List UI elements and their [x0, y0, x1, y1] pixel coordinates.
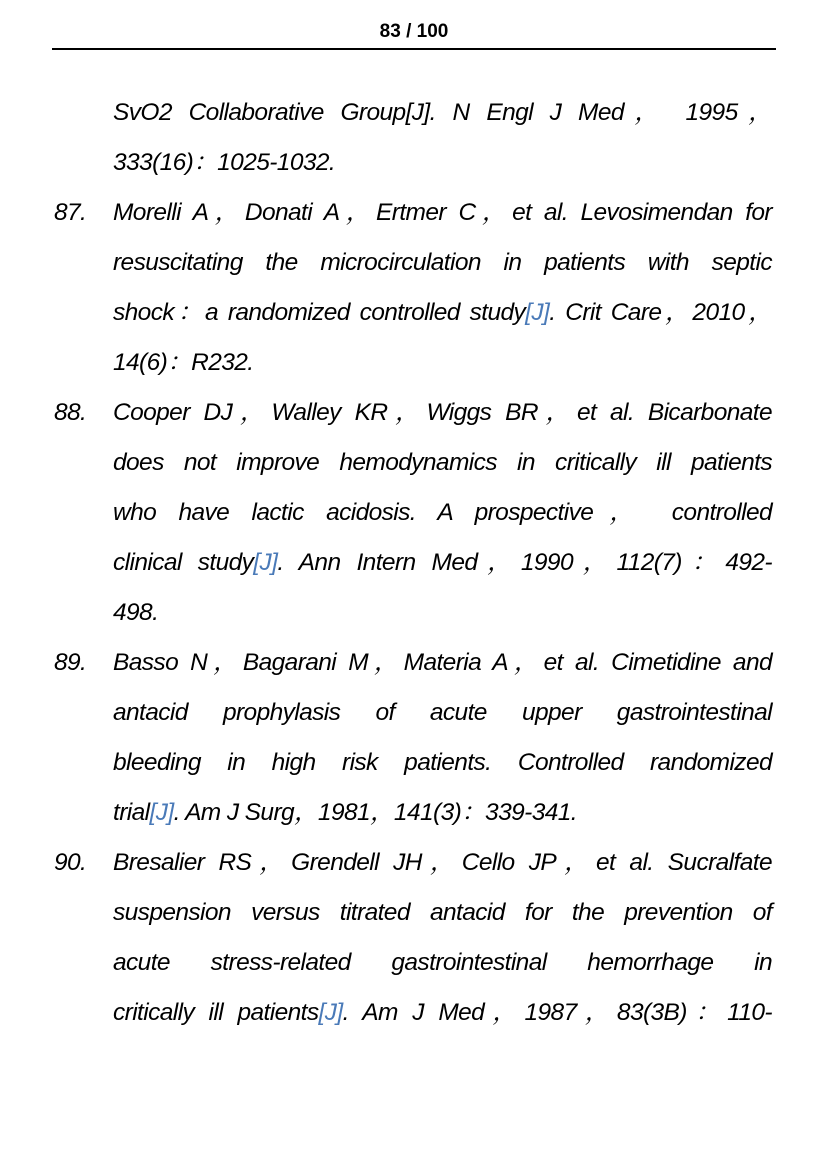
reference-text: 14(6)：R232. — [113, 349, 254, 376]
reference-text: Bresalier RS，Grendell JH，Cello JP，et al. Sucralfate — [113, 849, 772, 876]
reference-text: who have lactic acidosis. A prospective， controlled — [113, 499, 772, 526]
reference-line — [54, 788, 774, 838]
reference-text: SvO2 Collaborative Group[J]. N Engl J Med， 1995， — [113, 99, 772, 126]
reference-line — [54, 288, 774, 338]
reference-line — [54, 238, 774, 288]
reference-number: 88. — [54, 399, 87, 426]
reference-line — [54, 838, 774, 888]
reference-text: antacid prophylasis of acute upper gastrointestinal — [113, 699, 772, 726]
reference-line — [54, 438, 774, 488]
reference-line — [54, 688, 774, 738]
reference-line — [54, 138, 774, 188]
reference-text: bleeding in high risk patients. Controlled randomized — [113, 749, 772, 776]
reference-text: does not improve hemodynamics in critically ill patients — [113, 449, 772, 476]
reference-line — [54, 538, 774, 588]
reference-text — [113, 538, 772, 588]
reference-text — [113, 288, 772, 338]
reference-line — [54, 988, 774, 1038]
reference-line — [54, 588, 774, 638]
reference-number: 87. — [54, 199, 87, 226]
journal-type-link[interactable]: [J] — [253, 549, 278, 576]
reference-line — [54, 88, 774, 138]
reference-text — [113, 988, 772, 1038]
reference-text: Cooper DJ，Walley KR，Wiggs BR，et al. Bicarbonate — [113, 399, 772, 426]
journal-type-link[interactable]: [J] — [525, 299, 550, 326]
reference-text — [113, 788, 772, 838]
reference-line — [54, 188, 774, 238]
reference-text-pre: trial — [113, 799, 150, 826]
reference-line — [54, 638, 774, 688]
reference-text-pre: clinical study — [113, 549, 254, 576]
reference-text: acute stress-related gastrointestinal hemorrhage in — [113, 949, 772, 976]
reference-line — [54, 938, 774, 988]
reference-text: 498. — [113, 599, 159, 626]
reference-line — [54, 888, 774, 938]
reference-list — [54, 88, 774, 1038]
reference-text-post: . Am J Surg，1981，141(3)：339-341. — [173, 799, 577, 826]
reference-line — [54, 488, 774, 538]
reference-text-pre: shock：a randomized controlled study — [113, 299, 526, 326]
reference-text: Morelli A，Donati A，Ertmer C，et al. Levosimendan for — [113, 199, 772, 226]
reference-number: 90. — [54, 849, 87, 876]
reference-text-post: . Ann Intern Med，1990，112(7)：492- — [277, 549, 772, 576]
reference-line — [54, 738, 774, 788]
reference-text: Basso N，Bagarani M，Materia A，et al. Cimetidine and — [113, 649, 772, 676]
reference-line — [54, 338, 774, 388]
journal-type-link[interactable]: [J] — [318, 999, 343, 1026]
page-number-header: 83 / 100 — [52, 18, 776, 50]
reference-line — [54, 388, 774, 438]
reference-text-post: . Am J Med，1987，83(3B)：110- — [342, 999, 772, 1026]
reference-text: suspension versus titrated antacid for the prevention of — [113, 899, 772, 926]
reference-text: 333(16)：1025-1032. — [113, 149, 336, 176]
reference-text: resuscitating the microcirculation in patients with septic — [113, 249, 772, 276]
journal-type-link[interactable]: [J] — [149, 799, 174, 826]
reference-number: 89. — [54, 649, 87, 676]
reference-text-pre: critically ill patients — [113, 999, 319, 1026]
reference-text-post: . Crit Care，2010， — [549, 299, 772, 326]
